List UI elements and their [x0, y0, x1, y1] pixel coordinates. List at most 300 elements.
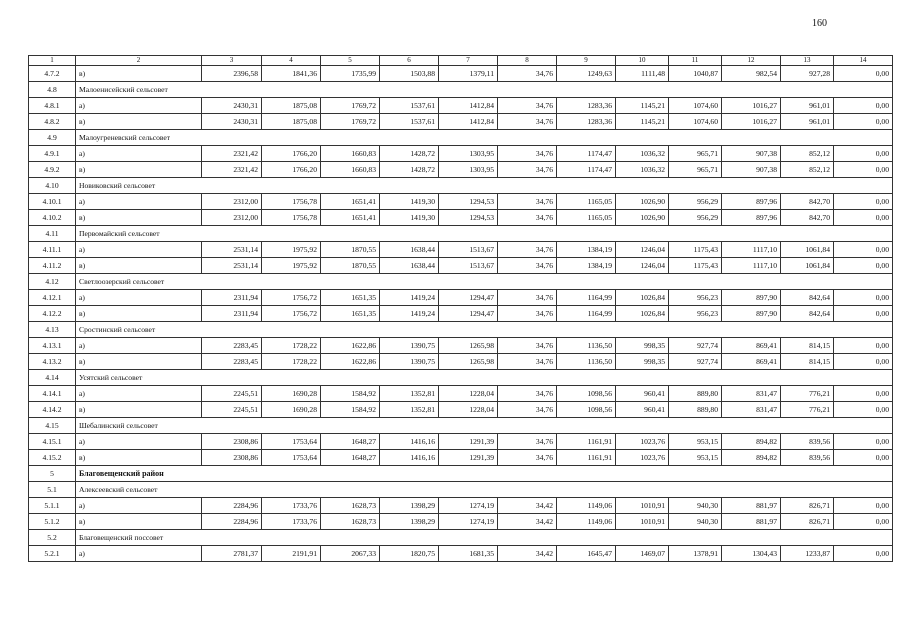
row-code: 4.15.2 — [29, 450, 76, 466]
column-header: 13 — [781, 56, 834, 66]
value-cell: 940,30 — [669, 514, 722, 530]
section-row — [29, 530, 893, 546]
row-code: 4.12.2 — [29, 306, 76, 322]
tariff-table — [28, 55, 893, 562]
row-name: Благовещенский поссовет — [76, 530, 893, 546]
value-cell: 1419,30 — [380, 210, 439, 226]
value-cell: 776,21 — [781, 386, 834, 402]
row-name: а) — [76, 434, 202, 450]
value-cell: 1165,05 — [557, 194, 616, 210]
value-cell: 1098,56 — [557, 402, 616, 418]
value-cell: 1766,20 — [262, 146, 321, 162]
value-cell: 1660,83 — [321, 162, 380, 178]
value-cell: 0,00 — [834, 146, 893, 162]
value-cell: 1175,43 — [669, 242, 722, 258]
value-cell: 2308,86 — [202, 434, 262, 450]
value-cell: 0,00 — [834, 258, 893, 274]
value-cell: 1061,84 — [781, 258, 834, 274]
value-cell: 927,28 — [781, 66, 834, 82]
value-cell: 960,41 — [616, 402, 669, 418]
value-cell: 2321,42 — [202, 162, 262, 178]
value-cell: 1651,41 — [321, 210, 380, 226]
value-cell: 1416,16 — [380, 434, 439, 450]
value-cell: 869,41 — [722, 338, 781, 354]
value-cell: 1728,22 — [262, 354, 321, 370]
value-cell: 34,76 — [498, 402, 557, 418]
value-cell: 2312,00 — [202, 194, 262, 210]
value-cell: 1638,44 — [380, 258, 439, 274]
value-cell: 0,00 — [834, 162, 893, 178]
value-cell: 34,76 — [498, 338, 557, 354]
value-cell: 1283,36 — [557, 98, 616, 114]
value-cell: 34,76 — [498, 306, 557, 322]
table-row — [29, 146, 893, 162]
value-cell: 1384,19 — [557, 258, 616, 274]
value-cell: 1756,72 — [262, 290, 321, 306]
value-cell: 0,00 — [834, 514, 893, 530]
row-name: Усятский сельсовет — [76, 370, 893, 386]
value-cell: 1398,29 — [380, 514, 439, 530]
value-cell: 1117,10 — [722, 258, 781, 274]
value-cell: 1165,05 — [557, 210, 616, 226]
row-code: 4.8 — [29, 82, 76, 98]
value-cell: 881,97 — [722, 514, 781, 530]
value-cell: 34,76 — [498, 162, 557, 178]
value-cell: 1304,43 — [722, 546, 781, 562]
section-row — [29, 418, 893, 434]
value-cell: 776,21 — [781, 402, 834, 418]
row-name: Новиковский сельсовет — [76, 178, 893, 194]
table-row — [29, 98, 893, 114]
row-name: в) — [76, 306, 202, 322]
row-name: Благовещенский район — [76, 466, 893, 482]
value-cell: 2396,58 — [202, 66, 262, 82]
row-code: 4.8.1 — [29, 98, 76, 114]
value-cell: 1622,86 — [321, 338, 380, 354]
row-code: 4.7.2 — [29, 66, 76, 82]
value-cell: 1026,84 — [616, 306, 669, 322]
value-cell: 1412,84 — [439, 114, 498, 130]
row-code: 5 — [29, 466, 76, 482]
value-cell: 907,38 — [722, 162, 781, 178]
value-cell: 831,47 — [722, 386, 781, 402]
value-cell: 34,76 — [498, 194, 557, 210]
value-cell: 1161,91 — [557, 450, 616, 466]
value-cell: 927,74 — [669, 338, 722, 354]
value-cell: 1503,88 — [380, 66, 439, 82]
section-row — [29, 130, 893, 146]
value-cell: 2308,86 — [202, 450, 262, 466]
value-cell: 1628,73 — [321, 514, 380, 530]
value-cell: 965,71 — [669, 146, 722, 162]
value-cell: 1537,61 — [380, 98, 439, 114]
value-cell: 1074,60 — [669, 114, 722, 130]
value-cell: 897,90 — [722, 290, 781, 306]
value-cell: 1249,63 — [557, 66, 616, 82]
row-code: 4.13 — [29, 322, 76, 338]
value-cell: 2283,45 — [202, 354, 262, 370]
value-cell: 842,70 — [781, 210, 834, 226]
value-cell: 0,00 — [834, 306, 893, 322]
table-row — [29, 338, 893, 354]
row-code: 4.11 — [29, 226, 76, 242]
row-name: в) — [76, 402, 202, 418]
table-row — [29, 290, 893, 306]
row-code: 5.2 — [29, 530, 76, 546]
row-name: а) — [76, 242, 202, 258]
value-cell: 1628,73 — [321, 498, 380, 514]
value-cell: 2312,00 — [202, 210, 262, 226]
table-row — [29, 66, 893, 82]
value-cell: 814,15 — [781, 354, 834, 370]
value-cell: 940,30 — [669, 498, 722, 514]
value-cell: 1294,47 — [439, 306, 498, 322]
value-cell: 956,23 — [669, 306, 722, 322]
row-name: Первомайский сельсовет — [76, 226, 893, 242]
value-cell: 1074,60 — [669, 98, 722, 114]
value-cell: 1274,19 — [439, 514, 498, 530]
value-cell: 1648,27 — [321, 450, 380, 466]
value-cell: 1026,90 — [616, 194, 669, 210]
value-cell: 1870,55 — [321, 242, 380, 258]
value-cell: 998,35 — [616, 338, 669, 354]
value-cell: 1769,72 — [321, 114, 380, 130]
value-cell: 1975,92 — [262, 258, 321, 274]
value-cell: 1246,04 — [616, 242, 669, 258]
section-row — [29, 274, 893, 290]
row-code: 4.14 — [29, 370, 76, 386]
row-name: Сростинский сельсовет — [76, 322, 893, 338]
value-cell: 34,76 — [498, 66, 557, 82]
value-cell: 1419,30 — [380, 194, 439, 210]
value-cell: 2067,33 — [321, 546, 380, 562]
value-cell: 0,00 — [834, 242, 893, 258]
value-cell: 889,80 — [669, 386, 722, 402]
row-code: 5.1.1 — [29, 498, 76, 514]
value-cell: 897,96 — [722, 210, 781, 226]
value-cell: 1681,35 — [439, 546, 498, 562]
value-cell: 34,76 — [498, 242, 557, 258]
value-cell: 1419,24 — [380, 290, 439, 306]
table-body — [29, 56, 893, 562]
value-cell: 1164,99 — [557, 290, 616, 306]
value-cell: 1274,19 — [439, 498, 498, 514]
value-cell: 1638,44 — [380, 242, 439, 258]
row-code: 4.13.1 — [29, 338, 76, 354]
value-cell: 2531,14 — [202, 258, 262, 274]
value-cell: 1733,76 — [262, 514, 321, 530]
value-cell: 1379,11 — [439, 66, 498, 82]
value-cell: 1294,47 — [439, 290, 498, 306]
value-cell: 1875,08 — [262, 114, 321, 130]
row-code: 4.14.2 — [29, 402, 76, 418]
value-cell: 2430,31 — [202, 114, 262, 130]
value-cell: 2321,42 — [202, 146, 262, 162]
value-cell: 2311,94 — [202, 290, 262, 306]
row-code: 5.2.1 — [29, 546, 76, 562]
row-code: 4.9.1 — [29, 146, 76, 162]
value-cell: 0,00 — [834, 546, 893, 562]
row-name: а) — [76, 194, 202, 210]
column-header: 2 — [76, 56, 202, 66]
value-cell: 34,76 — [498, 258, 557, 274]
value-cell: 2531,14 — [202, 242, 262, 258]
value-cell: 1416,16 — [380, 450, 439, 466]
value-cell: 956,29 — [669, 210, 722, 226]
value-cell: 2284,96 — [202, 498, 262, 514]
row-name: Шебалинский сельсовет — [76, 418, 893, 434]
value-cell: 956,23 — [669, 290, 722, 306]
section-row — [29, 178, 893, 194]
section-row — [29, 82, 893, 98]
value-cell: 1145,21 — [616, 114, 669, 130]
row-code: 4.12 — [29, 274, 76, 290]
column-header: 3 — [202, 56, 262, 66]
value-cell: 889,80 — [669, 402, 722, 418]
table-row — [29, 242, 893, 258]
column-header: 9 — [557, 56, 616, 66]
value-cell: 1419,24 — [380, 306, 439, 322]
table-row — [29, 354, 893, 370]
value-cell: 894,82 — [722, 450, 781, 466]
value-cell: 907,38 — [722, 146, 781, 162]
value-cell: 1040,87 — [669, 66, 722, 82]
row-code: 4.11.2 — [29, 258, 76, 274]
value-cell: 34,76 — [498, 114, 557, 130]
value-cell: 1645,47 — [557, 546, 616, 562]
value-cell: 1023,76 — [616, 450, 669, 466]
value-cell: 1098,56 — [557, 386, 616, 402]
row-name: в) — [76, 210, 202, 226]
value-cell: 1622,86 — [321, 354, 380, 370]
value-cell: 1753,64 — [262, 434, 321, 450]
table-row — [29, 194, 893, 210]
value-cell: 1161,91 — [557, 434, 616, 450]
value-cell: 1291,39 — [439, 434, 498, 450]
value-cell: 1036,32 — [616, 146, 669, 162]
value-cell: 2191,91 — [262, 546, 321, 562]
row-name: а) — [76, 386, 202, 402]
column-header: 6 — [380, 56, 439, 66]
value-cell: 34,76 — [498, 98, 557, 114]
value-cell: 1026,90 — [616, 210, 669, 226]
value-cell: 956,29 — [669, 194, 722, 210]
value-cell: 1390,75 — [380, 338, 439, 354]
value-cell: 1265,98 — [439, 354, 498, 370]
value-cell: 826,71 — [781, 514, 834, 530]
value-cell: 1766,20 — [262, 162, 321, 178]
column-header: 4 — [262, 56, 321, 66]
value-cell: 1061,84 — [781, 242, 834, 258]
value-cell: 34,76 — [498, 450, 557, 466]
row-name: в) — [76, 258, 202, 274]
value-cell: 1010,91 — [616, 514, 669, 530]
column-header: 11 — [669, 56, 722, 66]
table-row — [29, 386, 893, 402]
value-cell: 1145,21 — [616, 98, 669, 114]
value-cell: 0,00 — [834, 450, 893, 466]
value-cell: 0,00 — [834, 114, 893, 130]
value-cell: 842,64 — [781, 290, 834, 306]
row-code: 5.1.2 — [29, 514, 76, 530]
value-cell: 1875,08 — [262, 98, 321, 114]
value-cell: 839,56 — [781, 434, 834, 450]
value-cell: 1513,67 — [439, 258, 498, 274]
value-cell: 1733,76 — [262, 498, 321, 514]
table-row — [29, 402, 893, 418]
value-cell: 34,76 — [498, 354, 557, 370]
value-cell: 1291,39 — [439, 450, 498, 466]
section-row — [29, 482, 893, 498]
value-cell: 1513,67 — [439, 242, 498, 258]
value-cell: 1283,36 — [557, 114, 616, 130]
value-cell: 1149,06 — [557, 498, 616, 514]
row-code: 4.10.1 — [29, 194, 76, 210]
value-cell: 34,76 — [498, 290, 557, 306]
value-cell: 1294,53 — [439, 194, 498, 210]
row-name: Светлоозерский сельсовет — [76, 274, 893, 290]
value-cell: 1164,99 — [557, 306, 616, 322]
row-name: Малоугреневский сельсовет — [76, 130, 893, 146]
value-cell: 0,00 — [834, 290, 893, 306]
value-cell: 897,90 — [722, 306, 781, 322]
table-row — [29, 258, 893, 274]
value-cell: 1303,95 — [439, 146, 498, 162]
section-row — [29, 370, 893, 386]
row-code: 4.9 — [29, 130, 76, 146]
value-cell: 2245,51 — [202, 386, 262, 402]
value-cell: 1352,81 — [380, 386, 439, 402]
row-name: а) — [76, 98, 202, 114]
value-cell: 1023,76 — [616, 434, 669, 450]
table-row — [29, 498, 893, 514]
value-cell: 34,76 — [498, 146, 557, 162]
value-cell: 1265,98 — [439, 338, 498, 354]
value-cell: 953,15 — [669, 450, 722, 466]
value-cell: 869,41 — [722, 354, 781, 370]
value-cell: 1584,92 — [321, 402, 380, 418]
row-code: 4.10 — [29, 178, 76, 194]
value-cell: 842,70 — [781, 194, 834, 210]
section-row — [29, 322, 893, 338]
value-cell: 1233,87 — [781, 546, 834, 562]
row-name: в) — [76, 354, 202, 370]
table-row — [29, 450, 893, 466]
value-cell: 1294,53 — [439, 210, 498, 226]
value-cell: 34,76 — [498, 434, 557, 450]
value-cell: 897,96 — [722, 194, 781, 210]
value-cell: 34,42 — [498, 514, 557, 530]
table-row — [29, 114, 893, 130]
value-cell: 961,01 — [781, 98, 834, 114]
row-code: 4.11.1 — [29, 242, 76, 258]
value-cell: 982,54 — [722, 66, 781, 82]
value-cell: 0,00 — [834, 194, 893, 210]
value-cell: 1735,99 — [321, 66, 380, 82]
column-header: 5 — [321, 56, 380, 66]
value-cell: 839,56 — [781, 450, 834, 466]
value-cell: 961,01 — [781, 114, 834, 130]
value-cell: 953,15 — [669, 434, 722, 450]
value-cell: 0,00 — [834, 498, 893, 514]
value-cell: 1228,04 — [439, 386, 498, 402]
value-cell: 1660,83 — [321, 146, 380, 162]
value-cell: 34,42 — [498, 498, 557, 514]
value-cell: 1026,84 — [616, 290, 669, 306]
row-name: в) — [76, 514, 202, 530]
value-cell: 998,35 — [616, 354, 669, 370]
value-cell: 814,15 — [781, 338, 834, 354]
value-cell: 0,00 — [834, 210, 893, 226]
value-cell: 852,12 — [781, 146, 834, 162]
value-cell: 1036,32 — [616, 162, 669, 178]
district-row — [29, 466, 893, 482]
value-cell: 1728,22 — [262, 338, 321, 354]
value-cell: 0,00 — [834, 66, 893, 82]
row-name: в) — [76, 162, 202, 178]
value-cell: 1469,07 — [616, 546, 669, 562]
value-cell: 1756,78 — [262, 210, 321, 226]
section-row — [29, 226, 893, 242]
value-cell: 1975,92 — [262, 242, 321, 258]
value-cell: 1378,91 — [669, 546, 722, 562]
value-cell: 1352,81 — [380, 402, 439, 418]
table-row — [29, 306, 893, 322]
row-name: а) — [76, 338, 202, 354]
row-code: 4.13.2 — [29, 354, 76, 370]
value-cell: 34,76 — [498, 210, 557, 226]
row-code: 4.9.2 — [29, 162, 76, 178]
value-cell: 1428,72 — [380, 162, 439, 178]
value-cell: 1820,75 — [380, 546, 439, 562]
column-header: 14 — [834, 56, 893, 66]
value-cell: 0,00 — [834, 434, 893, 450]
value-cell: 826,71 — [781, 498, 834, 514]
value-cell: 1228,04 — [439, 402, 498, 418]
value-cell: 1149,06 — [557, 514, 616, 530]
value-cell: 34,76 — [498, 386, 557, 402]
value-cell: 0,00 — [834, 386, 893, 402]
row-name: в) — [76, 114, 202, 130]
row-code: 4.15.1 — [29, 434, 76, 450]
row-code: 4.12.1 — [29, 290, 76, 306]
value-cell: 2245,51 — [202, 402, 262, 418]
value-cell: 1175,43 — [669, 258, 722, 274]
value-cell: 1016,27 — [722, 98, 781, 114]
row-name: в) — [76, 66, 202, 82]
row-code: 4.10.2 — [29, 210, 76, 226]
row-name: в) — [76, 450, 202, 466]
column-header: 8 — [498, 56, 557, 66]
value-cell: 1412,84 — [439, 98, 498, 114]
table-row — [29, 162, 893, 178]
row-name: Малоенисейский сельсовет — [76, 82, 893, 98]
value-cell: 1384,19 — [557, 242, 616, 258]
value-cell: 1651,35 — [321, 290, 380, 306]
table-row — [29, 210, 893, 226]
value-cell: 927,74 — [669, 354, 722, 370]
value-cell: 1016,27 — [722, 114, 781, 130]
value-cell: 0,00 — [834, 98, 893, 114]
value-cell: 1756,72 — [262, 306, 321, 322]
value-cell: 2311,94 — [202, 306, 262, 322]
value-cell: 1428,72 — [380, 146, 439, 162]
column-header: 1 — [29, 56, 76, 66]
row-code: 5.1 — [29, 482, 76, 498]
value-cell: 2283,45 — [202, 338, 262, 354]
value-cell: 831,47 — [722, 402, 781, 418]
value-cell: 0,00 — [834, 338, 893, 354]
